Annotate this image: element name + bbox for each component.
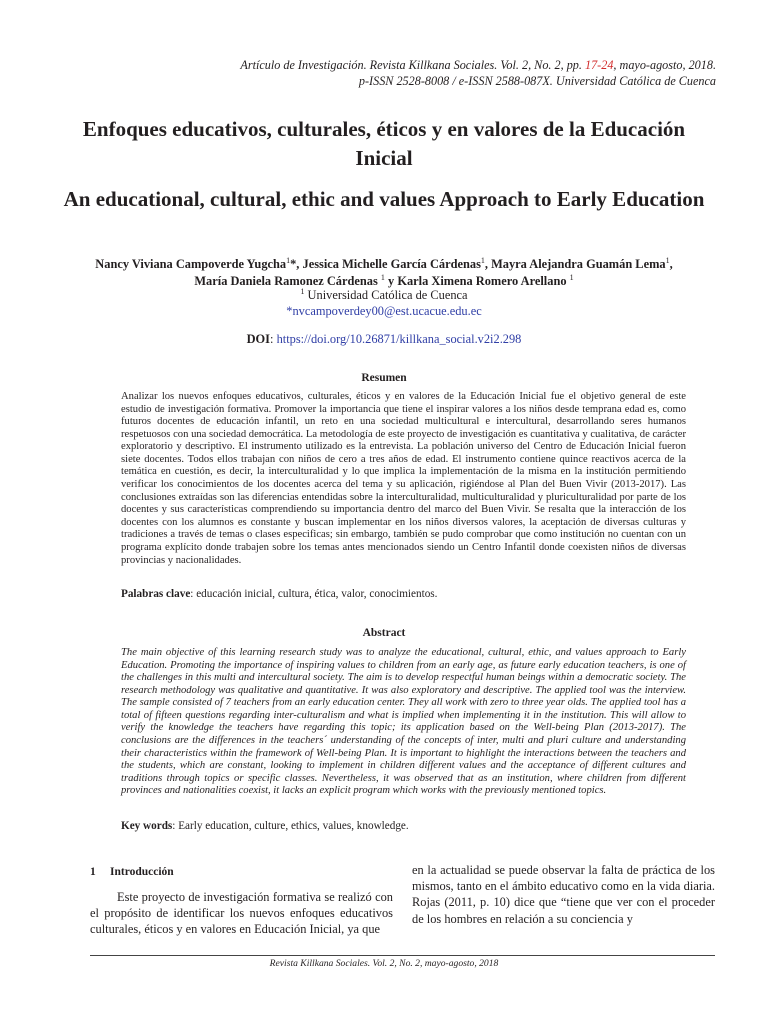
section-title: Introducción <box>110 866 174 878</box>
journal-citation-line <box>240 57 716 73</box>
resumen-text: Analizar los nuevos enfoques educativos, culturales, éticos y en valores de la Educación Inicial fue el objetivo general de este estudio de investigación formativa. Promover la importancia que tiene el inspirar valores a los niños desde temprana edad es, como futuros docentes de educación infantil, un reto en una sociedad multicultural e intercultural, desarrollando seres humanos respetuosos con una sociedad democrática. La metodología de este proyecto de investigación es cuantitativa y cualitativa, de carácter exploratorio y descriptivo. El instrumento utilizado es la entrevista. La población universo del Centro de Educación Inicial fueron siete docentes. Todos ellos trabajan con niños de cero a tres años de edad. El instrumento contiene quince reactivos acerca de la temática en cuestión, es decir, la interculturalidad y lo que implica la implementación de la misma en la institución permitiendo verificar los conocimientos de los docentes acerca del tema y su aplicación, rigiéndose al Plan del Buen Vivir (2013-2017). Las conclusiones extraídas son las diferencias entendidas sobre la interculturalidad, multiculturalidad y pluriculturalidad por parte de los docentes y sus características comprendiendo su importancia dentro del marco del Buen Vivir. Se resalta que la interacción de los docentes con los alumnos es constante y buscan implementar en los niños diversos valores, la aceptación de diversas culturas y tradiciones a través de temas o clases especificas; sin embargo, también se pudo comprobar que como institución no cuentan con un programa explícito donde trabajen sobre los temas antes mencionados siendo un Centro Infantil donde coexisten niños de diversas provincias y nacionalidades. <box>121 391 686 566</box>
affiliation-mark: 1 <box>380 272 385 282</box>
keywords-list: Early education, culture, ethics, values, knowledge. <box>178 820 409 832</box>
footer-divider <box>90 955 715 956</box>
section-heading <box>90 865 174 879</box>
doi-link[interactable]: https://doi.org/10.26871/killkana_social.v2i2.298 <box>276 332 522 346</box>
title-english: An educational, cultural, ethic and values Approach to Early Education <box>63 187 705 211</box>
title-spanish: Enfoques educativos, culturales, éticos y en valores de la Educación Inicial <box>82 117 686 170</box>
affiliation <box>60 287 708 303</box>
author-name: Jessica Michelle García Cárdenas <box>302 257 481 271</box>
corresponding-mark: *, <box>290 257 300 271</box>
affiliation-mark: 1 <box>665 255 670 265</box>
section-number: 1 <box>90 866 96 878</box>
body-text-left-column: Este proyecto de investigación formativa se realizó con el propósito de identificar los nuevos enfoques educativos culturales, éticos y en valores en Educación Inicial, ya que <box>90 890 393 937</box>
resumen-heading: Resumen <box>361 372 407 384</box>
author-name: Karla Ximena Romero Arellano <box>397 274 567 288</box>
citation-suffix: , mayo-agosto, 2018. <box>613 58 716 72</box>
author-name: María Daniela Ramonez Cárdenas <box>194 274 378 288</box>
contact-email-link[interactable]: *nvcampoverdey00@est.ucacue.edu.ec <box>286 304 482 318</box>
author-name: Mayra Alejandra Guamán Lema <box>491 257 666 271</box>
author-name: Nancy Viviana Campoverde Yugcha <box>95 257 287 271</box>
issn-line: p-ISSN 2528-8008 / e-ISSN 2588-087X. Universidad Católica de Cuenca <box>358 74 716 88</box>
abstract-text: The main objective of this learning research study was to analyze the educational, cultural, ethic, and values approach to Early Education. Promoting the importance of inspiring values to children from an early age, as future early education teachers, is one of the challenges in this multi and intercultural society. The aim is to develop respectful human beings within a democratic society. The research methodology was qualitative and quantitative. It was also exploratory and descriptive. The applied tool was the interview. The sample consisted of 7 teachers from an early education center. They all work with zero to three year olds. The applied tool has a total of fifteen questions regarding inter-culturalism and what is implied when implementing it in the institution. This will allow to verify the knowledge the teachers have regarding this topic; its application based on the Well-being Plan (2013-2017). The conclusions are the differences in the teachers´ understanding of the concepts of inter, multi and pluri culture and understanding their characteristics within the framework of Well-being Plan. It is important to highlight the interactions between the teachers and the students, which are constant, looking to implement in children different values and the acceptance of different cultures and traditions through topics or specific classes. Nevertheless, it was observed that as an institution, where children from different provinces and nationalities coexist, it lacks an explicit program which works with the previously mentioned topics. <box>121 647 686 797</box>
author-conjunction: y <box>388 274 395 288</box>
running-footer: Revista Killkana Sociales. Vol. 2, No. 2, mayo-agosto, 2018 <box>269 958 499 969</box>
body-text-right-column: en la actualidad se puede observar la falta de práctica de los mismos, tanto en el ámbito educativo como en la vida diaria. Rojas (2011, p. 10) dice que “tiene que ver con el proceder de los hombres en relación a su conciencia y <box>412 863 715 926</box>
affiliation-mark: 1 <box>300 286 305 296</box>
keywords-list: educación inicial, cultura, ética, valor, conocimientos. <box>196 588 438 600</box>
affiliation-name: Universidad Católica de Cuenca <box>307 288 468 302</box>
affiliation-mark: 1 <box>480 255 485 265</box>
abstract-heading: Abstract <box>362 627 406 639</box>
affiliation-mark: 1 <box>569 272 574 282</box>
affiliation-mark: 1 <box>286 255 291 265</box>
running-header <box>240 57 716 89</box>
keywords-label: Key words <box>121 820 173 832</box>
citation-prefix: Artículo de Investigación. Revista Killkana Sociales. Vol. 2, No. 2, pp. <box>240 58 582 72</box>
keywords-label: Palabras clave <box>121 588 191 600</box>
doi-label: DOI <box>246 332 271 346</box>
author-list: Nancy Viviana Campoverde Yugcha$^1$*, Jessica Michelle García Cárdenas$^1$, Mayra Alejandra Guamán Lema$^1$, María Daniela Ramonez Cárdenas $^1$ y Karla Ximena Romero Arellano $^1$ <box>95 255 673 288</box>
page-range: 17-24 <box>584 58 614 72</box>
doi-line: DOI: https://doi.org/10.26871/killkana_social.v2i2.298 <box>246 332 522 346</box>
palabras-clave: Palabras clave: educación inicial, cultura, ética, valor, conocimientos. <box>121 588 438 600</box>
key-words: Key words: Early education, culture, ethics, values, knowledge. <box>121 820 409 832</box>
